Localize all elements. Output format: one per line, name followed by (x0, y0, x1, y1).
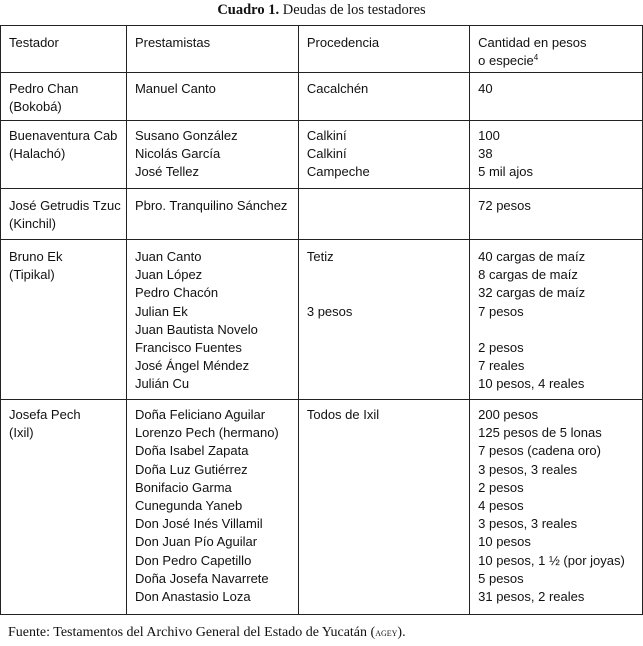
procedencia-cell (298, 73, 469, 121)
cantidad: 125 pesos de 5 lonas (478, 425, 602, 441)
cantidad: 5 mil ajos (478, 164, 534, 180)
cantidad: 40 cargas de maíz (478, 249, 586, 264)
debts-table (0, 25, 643, 615)
cantidad: 4 pesos (478, 498, 524, 514)
prestamista: Manuel Canto (134, 81, 216, 96)
testador-place: (Kinchil) (9, 216, 56, 232)
procedencia-gap (307, 266, 469, 302)
prestamistas-cell (126, 189, 298, 240)
prestamista: Doña Josefa Navarrete (134, 570, 269, 586)
cantidad: 7 pesos (cadena oro) (478, 443, 601, 459)
testador-name: Bruno Ek (9, 249, 63, 264)
table-row (1, 121, 643, 189)
cantidad: 100 (478, 128, 500, 143)
prestamista: Lorenzo Pech (hermano) (134, 425, 279, 441)
prestamista: Bonifacio Garma (134, 479, 232, 495)
table-row (1, 189, 643, 240)
source-close: ). (397, 625, 406, 640)
testador-name: Buenaventura Cab (9, 128, 118, 143)
procedencia-cell (298, 189, 469, 240)
prestamista: Julián Cu (134, 376, 190, 392)
testador-cell (1, 189, 127, 240)
header-cell-cantidad (470, 26, 643, 73)
prestamista: Juan López (134, 267, 203, 283)
prestamista: Cunegunda Yaneb (134, 498, 243, 514)
header-cell-procedencia (298, 26, 469, 73)
footnote-marker: 4 (533, 53, 539, 63)
cantidad: 2 pesos (478, 340, 524, 356)
header-prestamistas: Prestamistas (134, 35, 211, 50)
cantidad: 8 cargas de maíz (478, 267, 578, 283)
testador-cell (1, 121, 127, 189)
testador-name: José Getrudis Tzuc (9, 198, 121, 213)
prestamista: Juan Canto (134, 249, 202, 264)
caption-label: Cuadro 1. (217, 2, 280, 18)
header-row (1, 26, 643, 73)
procedencia: Tetiz (306, 249, 334, 264)
cantidad: 3 pesos, 3 reales (478, 516, 578, 532)
prestamista: José Tellez (134, 164, 200, 180)
prestamista: José Ángel Méndez (134, 358, 250, 374)
header-cantidad-line2 (478, 52, 642, 70)
cantidad: 7 pesos (478, 303, 524, 319)
cantidad-cell (470, 121, 643, 189)
cantidad: 10 pesos, 4 reales (478, 376, 585, 392)
testador-name: Josefa Pech (9, 407, 81, 422)
source-abbr: agey (375, 625, 398, 639)
header-procedencia: Procedencia (306, 35, 380, 50)
cantidad: 2 pesos (478, 479, 524, 495)
testador-cell (1, 400, 127, 615)
testador-cell (1, 73, 127, 121)
prestamista: Juan Bautista Novelo (134, 321, 258, 337)
prestamista: Pbro. Tranquilino Sánchez (134, 198, 288, 213)
testador-place: (Bokobá) (9, 99, 62, 115)
cantidad: 10 pesos, 1 ½ (por joyas) (478, 552, 625, 568)
table-row (1, 73, 643, 121)
cantidad-cell (470, 73, 643, 121)
table-caption (0, 2, 643, 19)
procedencia: Cacalchén (306, 81, 369, 96)
prestamista: Don Anastasio Loza (134, 589, 251, 605)
table-row (1, 240, 643, 400)
prestamista: Julian Ek (134, 303, 188, 319)
prestamista: Susano González (134, 128, 238, 143)
source-text: Fuente: Testamentos del Archivo General del Estado de Yucatán ( (8, 625, 376, 640)
header-cell-testador (1, 26, 127, 73)
prestamista: Don Juan Pío Aguilar (134, 534, 258, 550)
procedencia-cell (298, 400, 469, 615)
cantidad: 31 pesos, 2 reales (478, 589, 585, 605)
prestamistas-cell (126, 400, 298, 615)
procedencia-cell (298, 121, 469, 189)
prestamista: Doña Isabel Zapata (134, 443, 249, 459)
caption-title: Deudas de los testadores (282, 2, 426, 18)
procedencia: Todos de Ixil (306, 407, 380, 422)
cantidad: 72 pesos (478, 198, 531, 213)
cantidad: 38 (478, 146, 493, 162)
cantidad: 7 reales (478, 358, 525, 374)
cantidad: 3 pesos, 3 reales (478, 461, 578, 477)
prestamistas-cell (126, 73, 298, 121)
procedencia: 3 pesos (306, 303, 353, 319)
testador-name: Pedro Chan (9, 81, 79, 96)
source-note (8, 625, 406, 641)
procedencia-cell (298, 240, 469, 400)
table-row (1, 400, 643, 615)
prestamista: Nicolás García (134, 146, 221, 162)
prestamista: Doña Feliciano Aguilar (134, 407, 266, 422)
cantidad-gap (478, 321, 642, 339)
header-cell-prestamistas (126, 26, 298, 73)
testador-place: (Tipikal) (9, 267, 55, 283)
testador-place: (Ixil) (9, 425, 34, 441)
header-cantidad-line1: Cantidad en pesos (478, 35, 587, 50)
cantidad: 32 cargas de maíz (478, 285, 586, 301)
cantidad-cell (470, 400, 643, 615)
prestamista: Pedro Chacón (134, 285, 219, 301)
prestamistas-cell (126, 240, 298, 400)
cantidad: 10 pesos (478, 534, 531, 550)
testador-place: (Halachó) (9, 146, 66, 162)
prestamista: Doña Luz Gutiérrez (134, 461, 248, 477)
cantidad-cell (470, 240, 643, 400)
prestamista: Don Pedro Capetillo (134, 552, 252, 568)
prestamista: Francisco Fuentes (134, 340, 242, 356)
procedencia: Calkiní (306, 146, 347, 162)
cantidad: 200 pesos (478, 407, 539, 422)
testador-cell (1, 240, 127, 400)
header-cantidad-line2-text: o especie (478, 53, 534, 69)
procedencia: Calkiní (306, 128, 347, 143)
cantidad: 40 (478, 81, 493, 96)
cantidad-cell (470, 189, 643, 240)
prestamistas-cell (126, 121, 298, 189)
prestamista: Don José Inés Villamil (134, 516, 263, 532)
header-testador: Testador (9, 35, 59, 50)
procedencia: Campeche (306, 164, 370, 180)
cantidad: 5 pesos (478, 570, 524, 586)
